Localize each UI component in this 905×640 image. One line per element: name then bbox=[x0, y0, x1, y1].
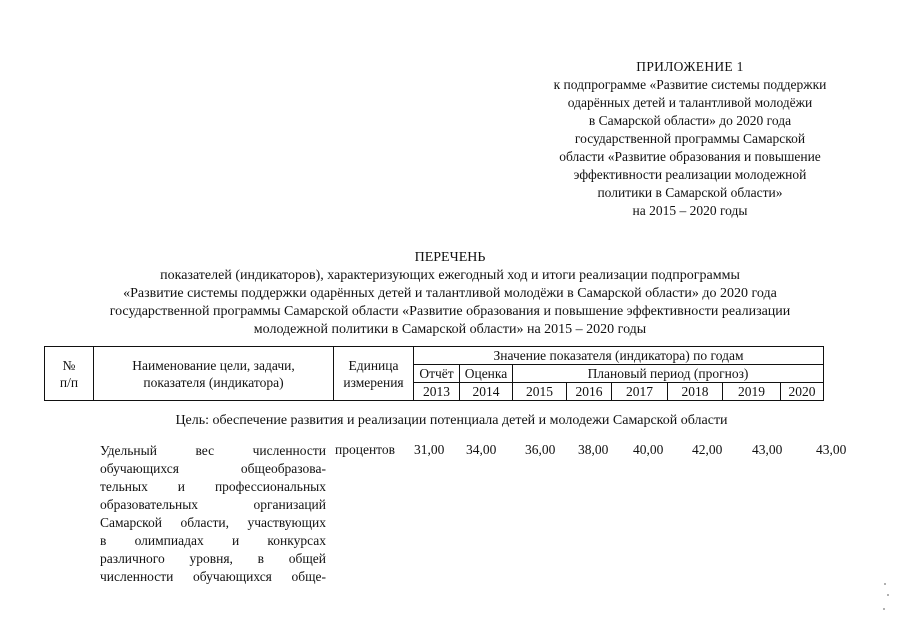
indicator-name bbox=[100, 442, 326, 586]
list-title bbox=[40, 249, 860, 339]
scan-speck bbox=[883, 608, 885, 610]
appendix-line: к подпрограмме «Развитие системы поддержки bbox=[553, 77, 827, 92]
indicator-name-line: тельных и профессиональных bbox=[100, 479, 326, 494]
num-header bbox=[45, 347, 94, 401]
appendix-line: эффективности реализации молодежной bbox=[573, 167, 807, 182]
num-header-line: № bbox=[62, 357, 76, 373]
appendix-line: в Самарской области» до 2020 года bbox=[588, 113, 792, 128]
value-2013: 31,00 bbox=[414, 442, 445, 457]
year-cell: 2014 bbox=[460, 383, 513, 401]
indicators-table-header bbox=[44, 346, 824, 401]
indicator-name-line: образовательных организаций bbox=[100, 497, 326, 512]
name-header-line: Наименование цели, задачи, bbox=[132, 357, 295, 373]
value-2016: 38,00 bbox=[578, 442, 609, 457]
indicator-name-line: Самарской области, участвующих bbox=[100, 515, 326, 530]
year-cell: 2016 bbox=[567, 383, 612, 401]
appendix-header bbox=[520, 58, 860, 220]
year-cell: 2019 bbox=[723, 383, 781, 401]
goal-row: Цель: обеспечение развития и реализации потенциала детей и молодежи Самарской области bbox=[175, 413, 728, 428]
year-cell: 2013 bbox=[414, 383, 460, 401]
indicator-name-line: в олимпиадах и конкурсах bbox=[100, 533, 326, 548]
name-header-line: показателя (индикатора) bbox=[143, 374, 284, 390]
value-2018: 42,00 bbox=[692, 442, 723, 457]
scan-speck bbox=[887, 594, 889, 596]
appendix-line: области «Развитие образования и повышение bbox=[559, 149, 821, 164]
value-2017: 40,00 bbox=[633, 442, 664, 457]
list-heading: ПЕРЕЧЕНЬ bbox=[414, 250, 486, 265]
year-cell: 2017 bbox=[612, 383, 668, 401]
appendix-line: одарённых детей и талантливой молодёжи bbox=[567, 95, 813, 110]
estimate-header: Оценка bbox=[460, 365, 513, 383]
indicator-unit: процентов bbox=[335, 442, 396, 457]
year-cell: 2015 bbox=[513, 383, 567, 401]
appendix-line: государственной программы Самарской bbox=[574, 131, 806, 146]
indicator-name-line: обучающихся общеобразова- bbox=[100, 461, 326, 476]
appendix-line: политики в Самарской области» bbox=[597, 185, 783, 200]
unit-header bbox=[334, 347, 414, 401]
planned-header: Плановый период (прогноз) bbox=[513, 365, 824, 383]
report-header: Отчёт bbox=[414, 365, 460, 383]
appendix-line: ПРИЛОЖЕНИЕ 1 bbox=[636, 59, 744, 74]
list-title-line: «Развитие системы поддержки одарённых детей и талантливой молодёжи в Самарской области» до 2020 года bbox=[123, 286, 777, 301]
indicator-name-line: численности обучающихся обще- bbox=[100, 569, 326, 584]
num-header-line: п/п bbox=[59, 374, 79, 390]
list-title-line: показателей (индикаторов), характеризующих ежегодный ход и итоги реализации подпрограммы bbox=[160, 268, 740, 283]
indicator-name-line: Удельный вес численности bbox=[100, 443, 326, 458]
value-2015: 36,00 bbox=[525, 442, 556, 457]
list-title-line: государственной программы Самарской области «Развитие образования и повышение эффективности реализации bbox=[109, 304, 791, 319]
value-2014: 34,00 bbox=[466, 442, 497, 457]
value-2020: 43,00 bbox=[816, 442, 847, 457]
list-title-line: молодежной политики в Самарской области» на 2015 – 2020 годы bbox=[253, 322, 647, 337]
indicator-name-line: различного уровня, в общей bbox=[100, 551, 326, 566]
year-cell: 2018 bbox=[668, 383, 723, 401]
value-2019: 43,00 bbox=[752, 442, 783, 457]
scan-speck bbox=[884, 583, 886, 585]
year-cell: 2020 bbox=[781, 383, 824, 401]
appendix-line: на 2015 – 2020 годы bbox=[632, 203, 748, 218]
unit-header-line: Единица bbox=[348, 357, 399, 373]
name-header bbox=[94, 347, 334, 401]
unit-header-line: измерения bbox=[343, 374, 404, 390]
values-header: Значение показателя (индикатора) по годам bbox=[414, 347, 824, 365]
